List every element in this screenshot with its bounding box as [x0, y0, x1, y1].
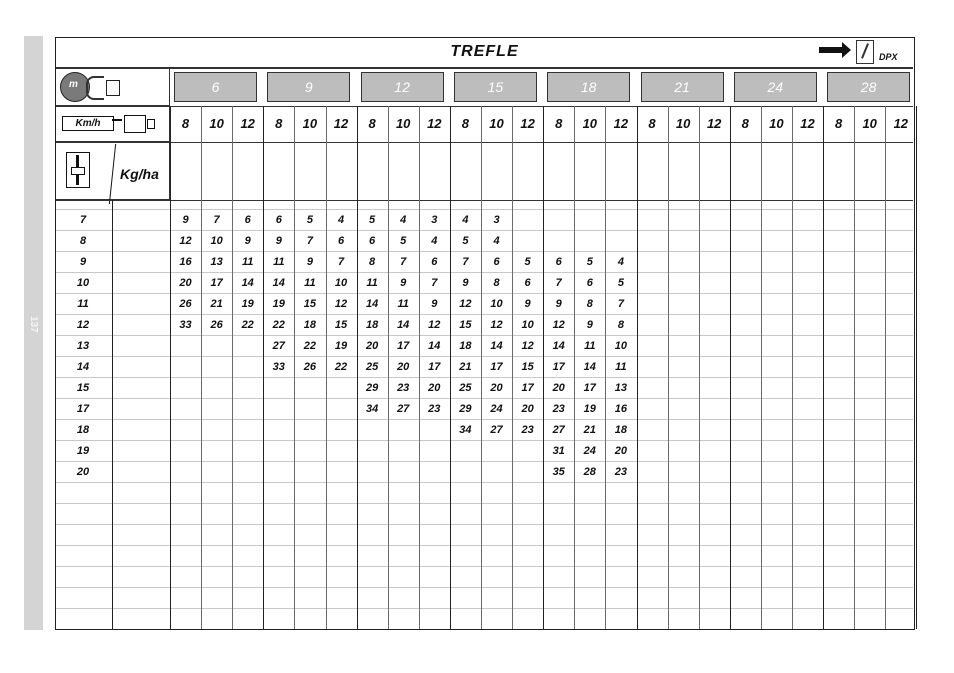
table-cell: 4 [617, 256, 624, 268]
table-cell: 12 [334, 298, 348, 310]
table-cell: 19 [241, 298, 254, 310]
grid-row-line [56, 566, 913, 567]
table-cell: 16 [614, 403, 628, 415]
speed-value: 8 [834, 116, 843, 131]
table-cell: 14 [272, 277, 285, 289]
table-cell: 5 [400, 235, 407, 247]
table-cell: 11 [304, 277, 316, 289]
table-cell: 11 [584, 340, 596, 352]
table-cell: 22 [334, 361, 348, 373]
table-cell: 6 [275, 214, 282, 226]
grid-column-line [112, 200, 113, 629]
table-cell: 18 [365, 319, 379, 331]
table-cell: 19 [583, 403, 596, 415]
grid-row-line [56, 272, 913, 273]
table-cell: 6 [493, 256, 500, 268]
table-cell: 7 [431, 277, 438, 289]
table-cell: 6 [586, 277, 593, 289]
table-title: TREFLE [450, 43, 519, 60]
grid-column-line [916, 106, 917, 629]
table-cell: 4 [462, 214, 469, 226]
grid-column-line [201, 106, 202, 629]
rate-value: 19 [76, 445, 90, 457]
table-cell: 20 [397, 361, 410, 373]
speed-value: 10 [395, 116, 411, 131]
table-cell: 9 [524, 298, 531, 310]
table-cell: 23 [552, 403, 565, 415]
table-cell: 27 [552, 424, 565, 436]
speed-value: 12 [427, 116, 442, 131]
speed-value: 10 [209, 116, 224, 131]
working-width-label: 6 [211, 79, 220, 95]
working-width-21 [641, 72, 724, 102]
table-cell: 28 [583, 466, 596, 478]
working-width-18 [547, 72, 630, 102]
table-cell: 15 [459, 319, 472, 331]
table-cell: 14 [583, 361, 596, 373]
table-cell: 29 [365, 382, 379, 394]
table-cell: 20 [614, 445, 628, 457]
grid-column-line [730, 106, 731, 629]
table-cell: 6 [555, 256, 562, 268]
table-cell: 17 [397, 340, 410, 352]
page-number: 137 [28, 316, 39, 333]
working-width-label: 18 [580, 79, 597, 95]
table-cell: 25 [459, 382, 472, 394]
table-cell: 10 [334, 277, 348, 289]
table-cell: 20 [552, 382, 565, 394]
speed-unit-label: Km/h [62, 116, 114, 131]
rate-value: 8 [79, 235, 87, 247]
table-cell: 14 [490, 340, 503, 352]
working-width-label: 24 [767, 79, 784, 95]
page-side-strip [24, 36, 43, 630]
table-cell: 20 [428, 382, 441, 394]
table-cell: 10 [210, 235, 223, 247]
table-cell: 6 [244, 214, 251, 226]
working-width-label: 15 [487, 79, 504, 95]
speed-value: 10 [489, 116, 504, 131]
grid-column-line [637, 106, 638, 629]
table-cell: 17 [210, 277, 223, 289]
table-cell: 27 [397, 403, 410, 415]
speed-value: 12 [333, 116, 349, 131]
grid-row-line [56, 293, 913, 294]
speed-value: 8 [181, 116, 190, 131]
table-cell: 5 [306, 214, 313, 226]
table-cell: 4 [400, 214, 407, 226]
title-bar [56, 38, 913, 68]
grid-column-line [668, 106, 669, 629]
table-cell: 17 [552, 361, 565, 373]
grid-row-line [56, 314, 913, 315]
table-cell: 9 [400, 277, 407, 289]
table-cell: 11 [273, 256, 285, 268]
working-width-6 [174, 72, 257, 102]
table-cell: 11 [366, 277, 378, 289]
table-cell: 35 [552, 466, 565, 478]
table-cell: 5 [369, 214, 376, 226]
grid-column-line [823, 106, 824, 629]
table-cell: 15 [521, 361, 534, 373]
table-cell: 5 [524, 256, 531, 268]
working-width-label: 9 [304, 79, 313, 95]
table-cell: 23 [428, 403, 441, 415]
table-cell: 6 [524, 277, 531, 289]
table-cell: 6 [369, 235, 376, 247]
table-cell: 9 [275, 235, 282, 247]
speed-value: 12 [706, 116, 722, 131]
table-cell: 26 [210, 319, 223, 331]
grid-row-line [56, 524, 913, 525]
working-width-9 [267, 72, 350, 102]
grid-row-line [56, 68, 913, 69]
table-cell: 14 [365, 298, 379, 310]
table-cell: 11 [615, 361, 627, 373]
table-cell: 7 [555, 277, 562, 289]
table-cell: 34 [459, 424, 472, 436]
table-cell: 3 [431, 214, 438, 226]
table-cell: 24 [583, 445, 596, 457]
table-cell: 22 [241, 319, 254, 331]
table-cell: 8 [586, 298, 593, 310]
table-cell: 3 [493, 214, 500, 226]
rate-value: 12 [76, 319, 90, 331]
table-cell: 27 [490, 424, 503, 436]
table-cell: 8 [617, 319, 624, 331]
working-width-label: 12 [394, 79, 410, 95]
arrow-icon [112, 119, 122, 121]
table-cell: 12 [179, 235, 192, 247]
rate-value: 9 [79, 256, 87, 268]
table-cell: 6 [431, 256, 438, 268]
speed-value: 10 [302, 116, 318, 131]
grid-column-line [232, 106, 233, 629]
table-cell: 9 [555, 298, 562, 310]
table-cell: 19 [272, 298, 285, 310]
table-cell: 9 [306, 256, 313, 268]
speed-value: 12 [520, 116, 535, 131]
rate-value: 14 [76, 361, 90, 373]
table-cell: 8 [493, 277, 500, 289]
table-cell: 17 [490, 361, 503, 373]
table-cell: 5 [586, 256, 593, 268]
grid-row-line [56, 209, 913, 210]
arrow-right-icon [819, 47, 843, 53]
table-cell: 20 [490, 382, 503, 394]
speed-value: 8 [368, 116, 376, 131]
table-cell: 7 [306, 235, 313, 247]
speed-value: 10 [769, 116, 784, 131]
table-cell: 33 [179, 319, 192, 331]
table-cell: 21 [583, 424, 596, 436]
table-cell: 5 [617, 277, 624, 289]
header-divider [109, 144, 116, 204]
rate-value: 13 [76, 340, 90, 352]
table-cell: 14 [241, 277, 254, 289]
rate-value: 20 [76, 466, 90, 478]
speed-value: 8 [275, 116, 283, 131]
table-cell: 34 [365, 403, 379, 415]
table-cell: 7 [337, 256, 345, 268]
table-cell: 23 [614, 466, 628, 478]
table-cell: 29 [459, 403, 472, 415]
dpx-label: DPX [879, 52, 898, 62]
table-cell: 16 [179, 256, 192, 268]
table-cell: 15 [303, 298, 317, 310]
table-cell: 27 [272, 340, 285, 352]
table-cell: 11 [241, 256, 254, 268]
rate-value: 18 [76, 424, 90, 436]
speed-value: 10 [582, 116, 598, 131]
table-cell: 19 [334, 340, 348, 352]
grid-row-line [56, 440, 913, 441]
table-cell: 9 [462, 277, 469, 289]
grid-row-line [56, 335, 913, 336]
grid-column-line [854, 106, 855, 629]
table-cell: 12 [459, 298, 472, 310]
table-cell: 10 [614, 340, 628, 352]
table-cell: 33 [272, 361, 285, 373]
speed-value: 12 [240, 116, 255, 131]
table-cell: 4 [337, 214, 345, 226]
grid-column-line [792, 106, 793, 629]
table-cell: 14 [397, 319, 410, 331]
speed-value: 12 [893, 116, 909, 131]
row-header-top [56, 68, 170, 106]
table-cell: 8 [369, 256, 376, 268]
speed-value: 10 [675, 116, 691, 131]
table-cell: 6 [337, 235, 345, 247]
table-cell: 17 [583, 382, 596, 394]
grid-row-line [56, 200, 913, 201]
table-cell: 31 [552, 445, 565, 457]
table-cell: 7 [617, 298, 624, 310]
table-cell: 13 [614, 382, 628, 394]
speed-header [56, 106, 170, 142]
working-width-label: 28 [860, 79, 877, 95]
table-cell: 7 [400, 256, 407, 268]
speed-value: 8 [461, 116, 469, 131]
table-cell: 24 [490, 403, 503, 415]
table-cell: 4 [431, 235, 438, 247]
dpx-indicator [819, 40, 909, 66]
rate-value: 15 [76, 382, 90, 394]
table-cell: 18 [459, 340, 472, 352]
table-cell: 17 [521, 382, 534, 394]
table-cell: 20 [179, 277, 192, 289]
speed-value: 10 [862, 116, 877, 131]
table-cell: 20 [521, 403, 534, 415]
table-cell: 10 [490, 298, 503, 310]
grid-row-line [56, 482, 913, 483]
table-cell: 5 [462, 235, 469, 247]
working-width-28 [827, 72, 910, 102]
grid-column-line [885, 106, 886, 629]
grid-row-line [56, 356, 913, 357]
grid-row-line [56, 503, 913, 504]
speed-value: 8 [555, 116, 563, 131]
table-cell: 25 [365, 361, 379, 373]
grid-row-line [56, 251, 913, 252]
grid-row-line [56, 587, 913, 588]
grid-row-line [56, 419, 913, 420]
lever-gauge-icon [66, 152, 90, 188]
table-cell: 12 [428, 319, 441, 331]
speed-value: 8 [741, 116, 749, 131]
seed-rate-table [55, 37, 915, 630]
grid-row-line [56, 142, 913, 143]
table-cell: 7 [213, 214, 220, 226]
table-cell: 18 [303, 319, 317, 331]
hopper-dosing-icon: m [60, 72, 122, 102]
speed-value: 12 [800, 116, 815, 131]
table-cell: 15 [334, 319, 348, 331]
table-cell: 9 [586, 319, 593, 331]
table-cell: 9 [431, 298, 438, 310]
grid-row-line [56, 377, 913, 378]
rate-header [56, 142, 170, 200]
rate-value: 11 [77, 298, 89, 310]
table-cell: 22 [272, 319, 285, 331]
grid-column-line [170, 106, 171, 629]
table-cell: 7 [462, 256, 469, 268]
table-cell: 10 [521, 319, 534, 331]
rate-value: 10 [76, 277, 90, 289]
grid-row-line [56, 106, 913, 107]
table-cell: 17 [428, 361, 441, 373]
rate-value: 17 [76, 403, 90, 415]
table-cell: 21 [210, 298, 223, 310]
table-cell: 9 [244, 235, 251, 247]
table-cell: 23 [521, 424, 534, 436]
working-width-24 [734, 72, 817, 102]
rate-value: 7 [79, 214, 87, 226]
table-cell: 20 [365, 340, 379, 352]
table-cell: 14 [552, 340, 565, 352]
table-cell: 14 [428, 340, 441, 352]
grid-column-line [761, 106, 762, 629]
speed-value: 12 [613, 116, 629, 131]
table-cell: 23 [397, 382, 410, 394]
table-cell: 26 [303, 361, 317, 373]
table-cell: 22 [303, 340, 317, 352]
grid-column-line [699, 106, 700, 629]
table-cell: 26 [179, 298, 192, 310]
working-width-12 [361, 72, 444, 102]
working-width-15 [454, 72, 537, 102]
grid-row-line [56, 545, 913, 546]
table-cell: 12 [552, 319, 565, 331]
rate-unit-label: Kg/ha [120, 166, 159, 182]
table-cell: 13 [210, 256, 223, 268]
table-cell: 4 [493, 235, 500, 247]
speed-value: 8 [648, 116, 656, 131]
grid-row-line [56, 608, 913, 609]
grid-row-line [56, 398, 913, 399]
table-cell: 21 [459, 361, 472, 373]
table-cell: 11 [397, 298, 409, 310]
table-cell: 9 [182, 214, 189, 226]
tractor-speed-icon [124, 115, 146, 133]
working-width-label: 21 [674, 79, 690, 95]
grid-row-line [56, 461, 913, 462]
table-cell: 12 [521, 340, 534, 352]
grid-row-line [56, 230, 913, 231]
table-cell: 18 [614, 424, 628, 436]
table-cell: 12 [490, 319, 503, 331]
dpx-lever-icon [856, 40, 874, 64]
